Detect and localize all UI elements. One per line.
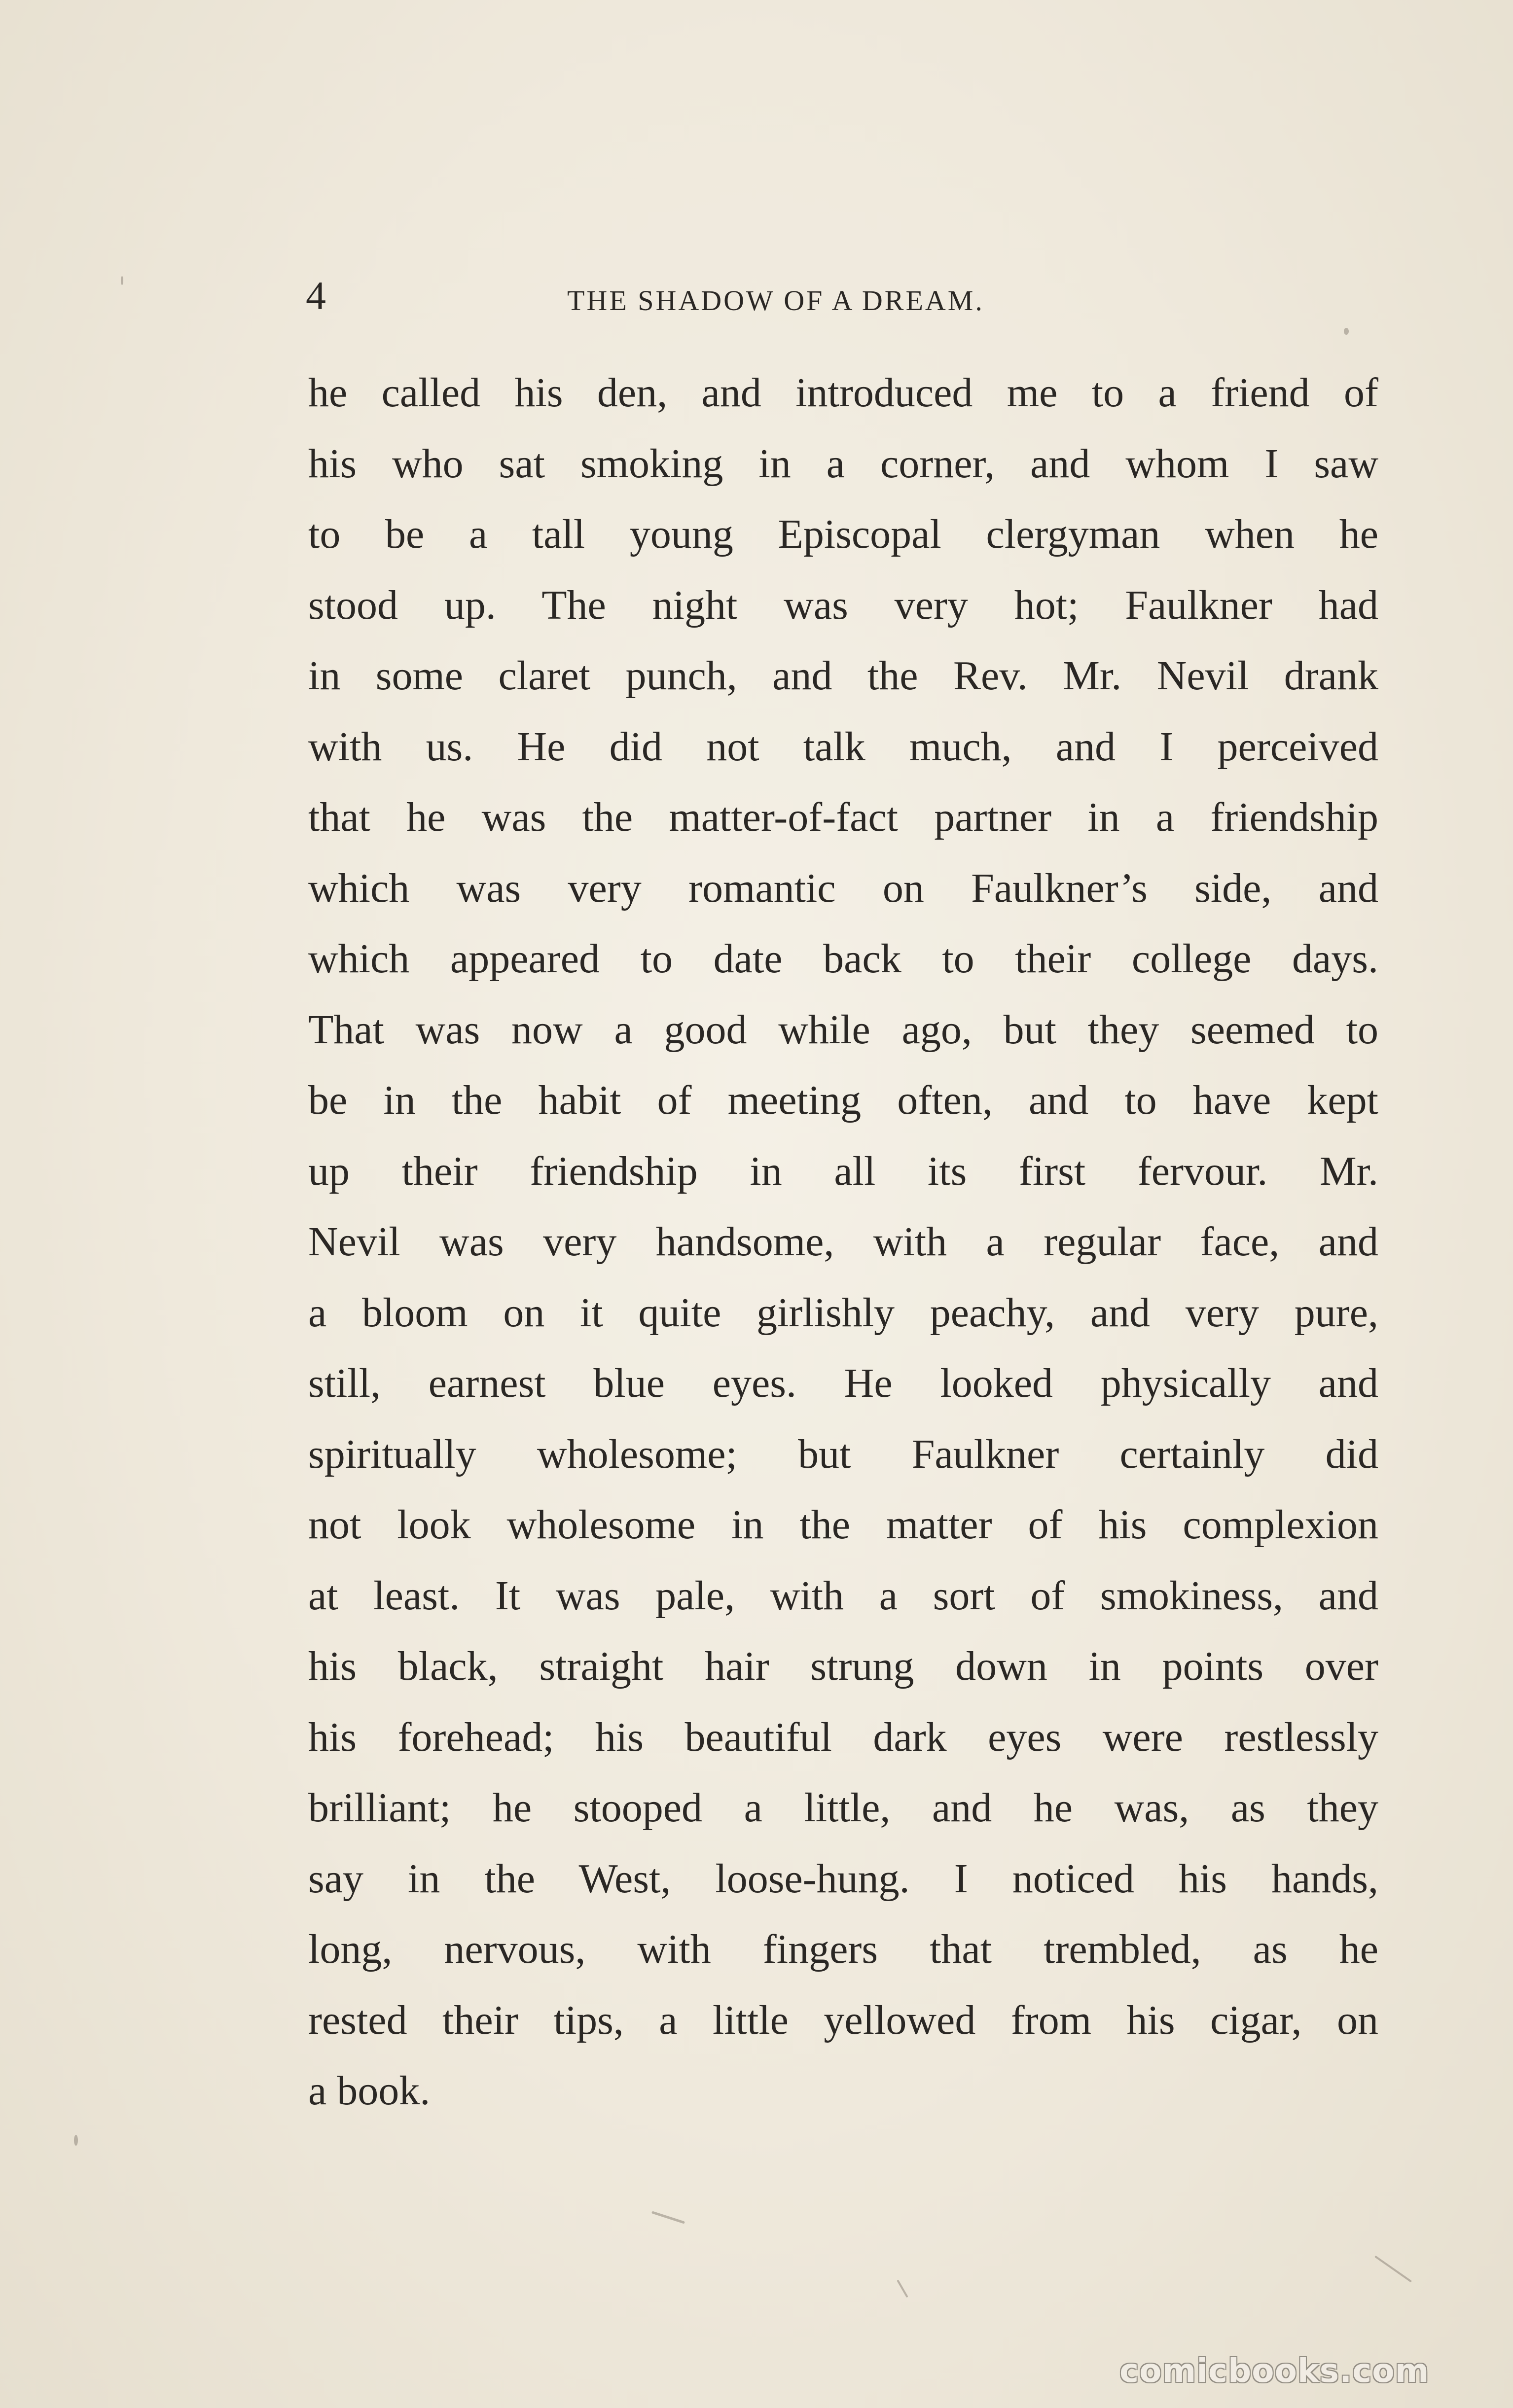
text-line: Nevil was very handsome, with a regular face, and [308, 1219, 1378, 1265]
text-line: be in the habit of meeting often, and to have kept [308, 1077, 1378, 1123]
text-line: rested their tips, a little yellowed from his cigar, on [308, 1997, 1378, 2043]
text-line: not look wholesome in the matter of his complexion [308, 1502, 1378, 1548]
body-text [308, 357, 1378, 2126]
text-line: say in the West, loose-hung. I noticed his hands, [308, 1855, 1378, 1902]
paper-speck [121, 276, 123, 285]
text-line: with us. He did not talk much, and I perceived [308, 723, 1378, 770]
text-line: up their friendship in all its first fervour. Mr. [308, 1148, 1378, 1194]
text-line: a bloom on it quite girlishly peachy, and very pure, [308, 1289, 1378, 1336]
text-line: he called his den, and introduced me to a friend of [308, 370, 1378, 416]
text-line: stood up. The night was very hot; Faulkner had [308, 582, 1378, 628]
text-line: his black, straight hair strung down in points over [308, 1643, 1378, 1689]
text-line: long, nervous, with fingers that trembled, as he [308, 1926, 1378, 1972]
text-line: which was very romantic on Faulkner’s side, and [308, 865, 1378, 911]
text-line: to be a tall young Episcopal clergyman when he [308, 511, 1378, 557]
text-line: his who sat smoking in a corner, and whom I saw [308, 440, 1378, 487]
page-number: 4 [306, 273, 326, 318]
text-line: in some claret punch, and the Rev. Mr. Nevil drank [308, 653, 1378, 699]
paper-speck [651, 2211, 685, 2224]
paper-speck [897, 2280, 908, 2298]
text-line: that he was the matter-of-fact partner in a friendship [308, 794, 1378, 840]
text-line: That was now a good while ago, but they seemed to [308, 1006, 1378, 1053]
running-head [306, 269, 1376, 323]
running-title: THE SHADOW OF A DREAM. [567, 284, 984, 317]
text-line: his forehead; his beautiful dark eyes were restlessly [308, 1714, 1378, 1760]
paper-speck [1344, 328, 1349, 335]
text-line: brilliant; he stooped a little, and he was, as they [308, 1785, 1378, 1831]
text-line: which appeared to date back to their college days. [308, 936, 1378, 982]
text-line: a book. [308, 2068, 431, 2114]
text-line: spiritually wholesome; but Faulkner certainly did [308, 1431, 1378, 1477]
text-line: at least. It was pale, with a sort of smokiness, and [308, 1572, 1378, 1619]
watermark-logo: comicbooks.com [1119, 2352, 1430, 2390]
text-line: still, earnest blue eyes. He looked physically and [308, 1360, 1378, 1406]
paper-speck [1374, 2256, 1412, 2283]
paper-speck [74, 2135, 78, 2146]
